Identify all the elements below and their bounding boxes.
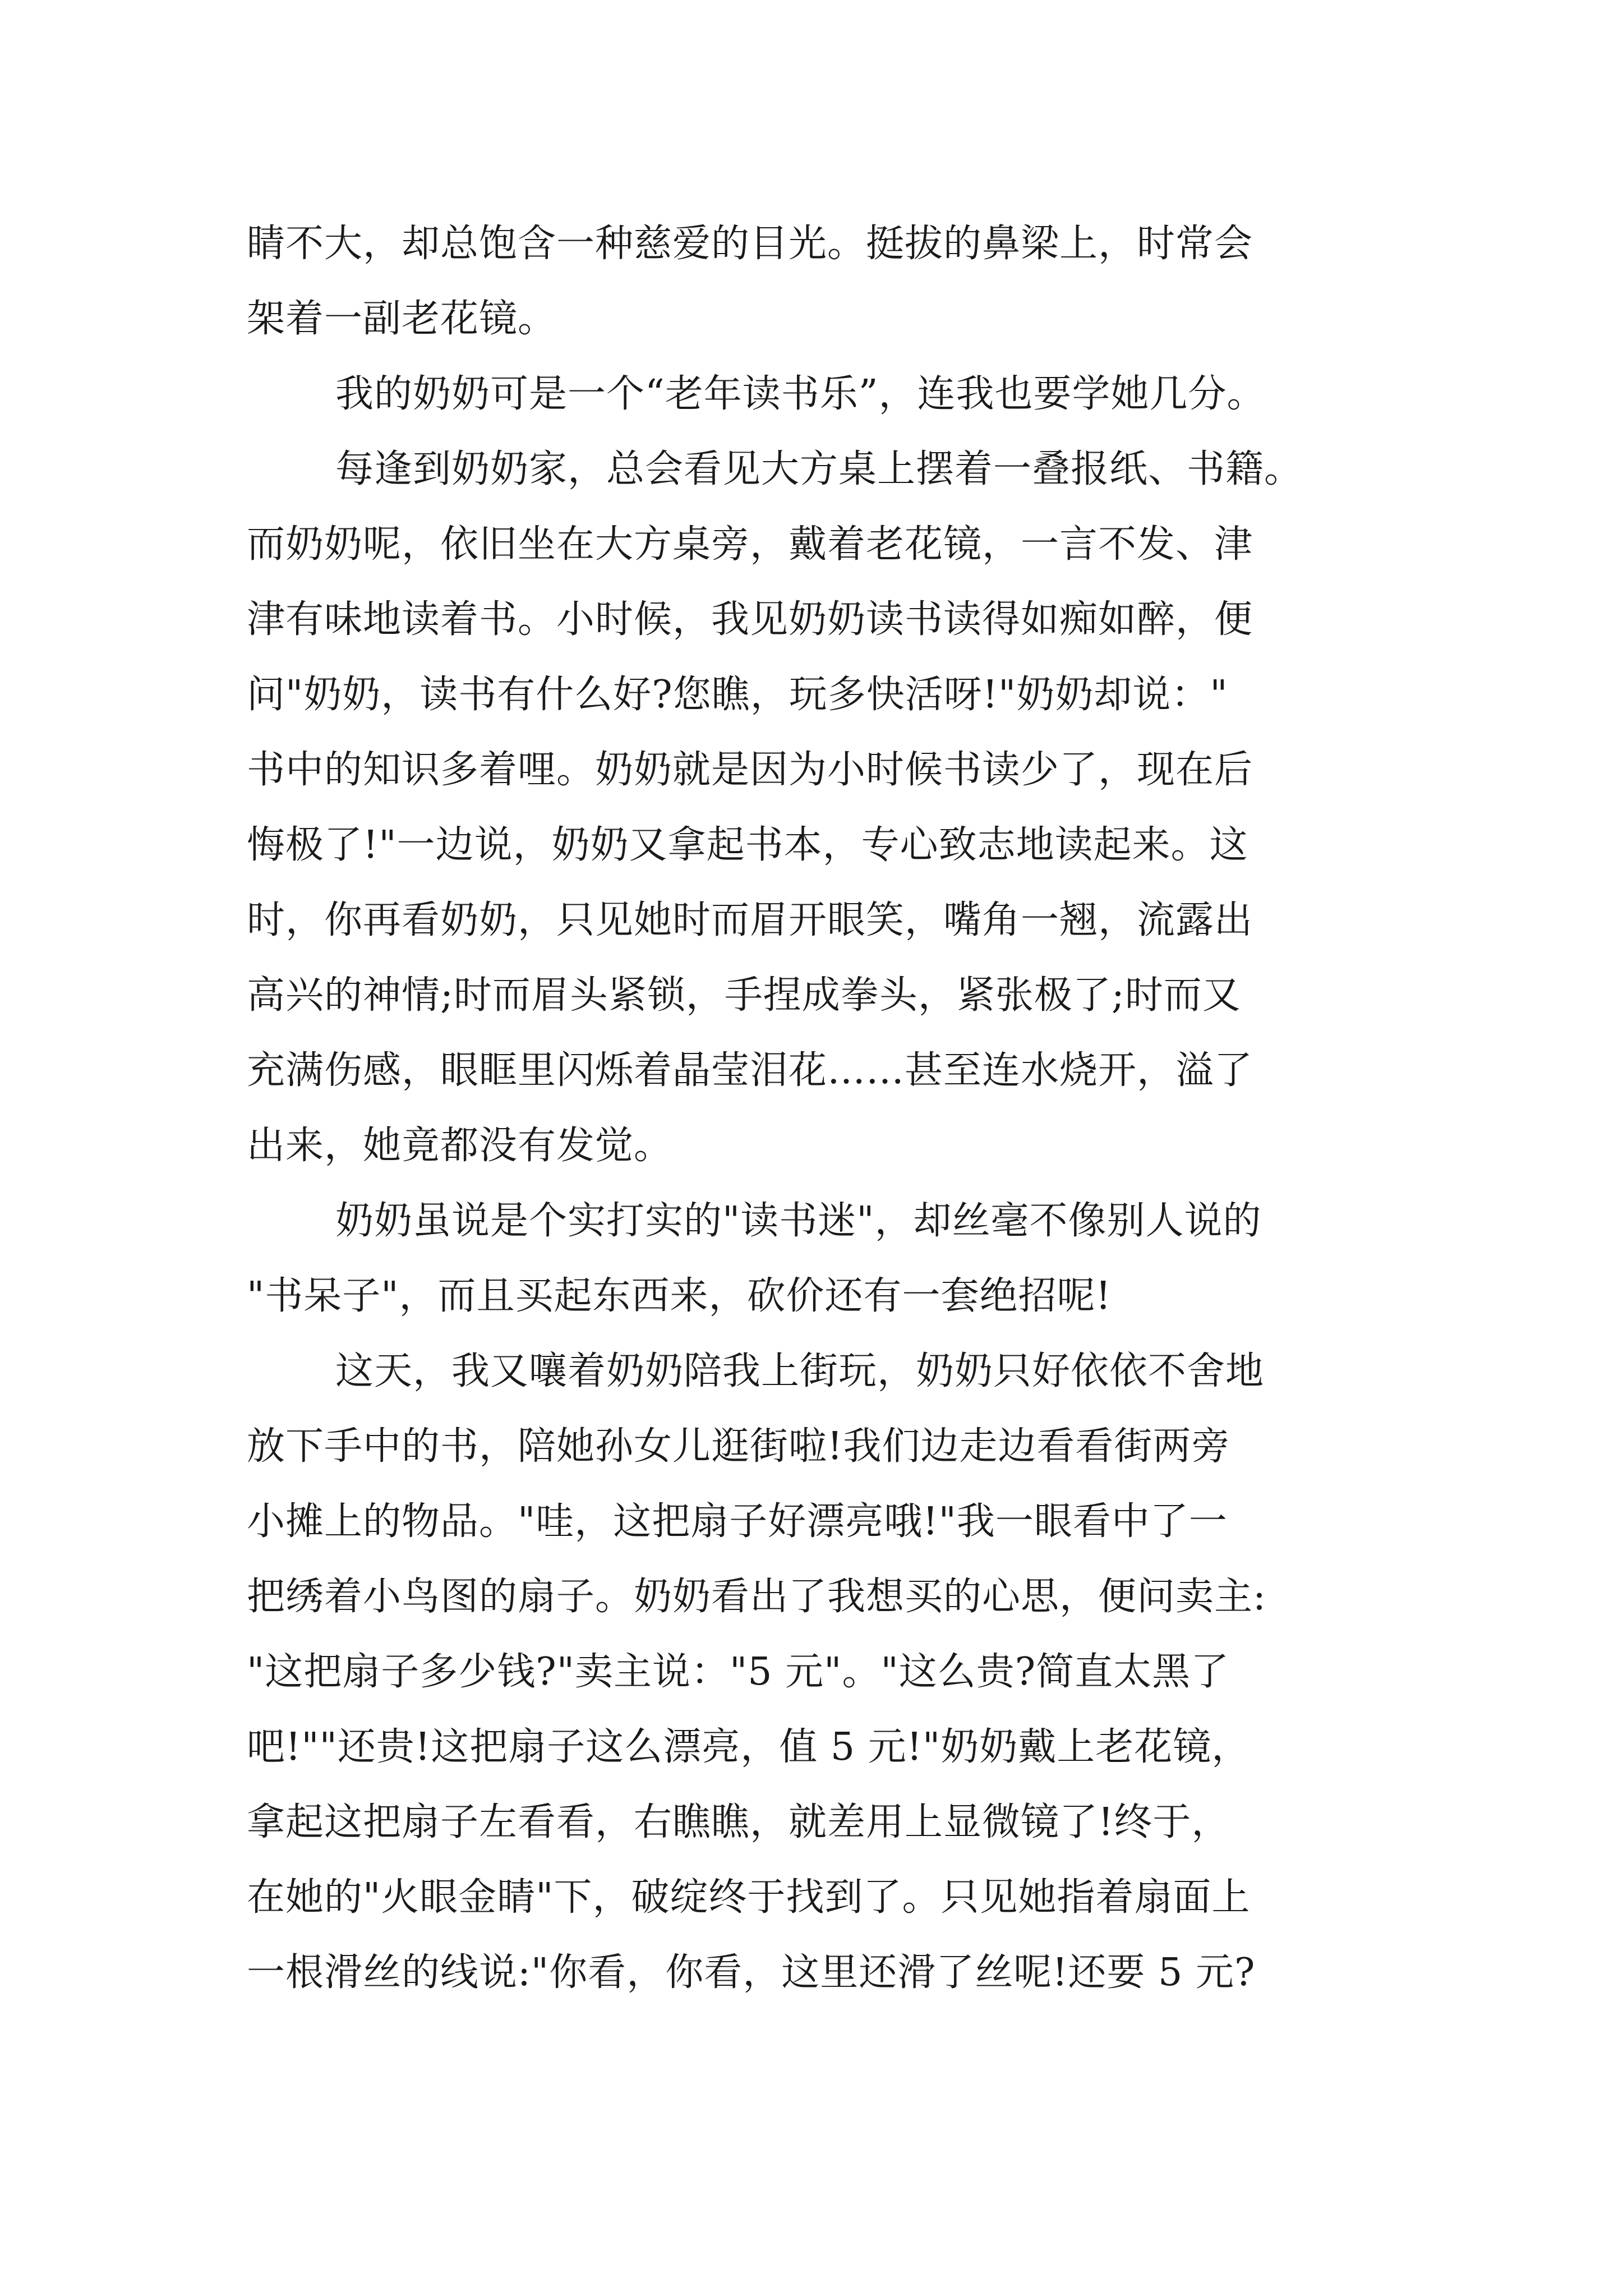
text-line: 充满伤感，眼眶里闪烁着晶莹泪花……甚至连水烧开，溢了 [247, 1048, 1253, 1093]
text-line: 书中的知识多着哩。奶奶就是因为小时候书读少了，现在后 [247, 748, 1253, 792]
body-text [247, 206, 1385, 2010]
text-line: 这天，我又嚷着奶奶陪我上街玩，奶奶只好依依不舍地 [335, 1349, 1265, 1393]
text-line: 吧!""还贵!这把扇子这么漂亮，值 5 元!"奶奶戴上老花镜， [247, 1725, 1251, 1769]
text-line: 高兴的神情;时而眉头紧锁，手捏成拳头，紧张极了;时而又 [247, 973, 1241, 1018]
text-line: "书呆子"，而且买起东西来，砍价还有一套绝招呢! [247, 1274, 1112, 1318]
text-line: 在她的"火眼金睛"下，破绽终于找到了。只见她指着扇面上 [247, 1875, 1251, 1920]
text-line: "这把扇子多少钱?"卖主说："5 元"。"这么贵?简直太黑了 [247, 1650, 1230, 1694]
text-line: 小摊上的物品。"哇，这把扇子好漂亮哦!"我一眼看中了一 [247, 1499, 1228, 1544]
text-line: 奶奶虽说是个实打实的"读书迷"，却丝毫不像别人说的 [335, 1199, 1262, 1243]
text-line: 放下手中的书，陪她孙女儿逛街啦!我们边走边看看街两旁 [247, 1424, 1230, 1469]
text-line: 拿起这把扇子左看看，右瞧瞧，就差用上显微镜了!终于， [247, 1800, 1230, 1844]
text-line: 我的奶奶可是一个“老年读书乐”，连我也要学她几分。 [335, 372, 1266, 416]
text-line: 一根滑丝的线说:"你看，你看，这里还滑了丝呢!还要 5 元? [247, 1950, 1256, 1995]
text-line: 每逢到奶奶家，总会看见大方桌上摆着一叠报纸、书籍。 [335, 447, 1303, 491]
text-line: 出来，她竟都没有发觉。 [247, 1124, 673, 1168]
text-line: 津有味地读着书。小时候，我见奶奶读书读得如痴如醉，便 [247, 597, 1253, 642]
text-line: 问"奶奶，读书有什么好?您瞧，玩多快活呀!"奶奶却说：" [247, 673, 1228, 717]
text-line: 悔极了!"一边说，奶奶又拿起书本，专心致志地读起来。这 [247, 823, 1248, 867]
text-line: 架着一副老花镜。 [247, 297, 557, 341]
text-line: 把绣着小鸟图的扇子。奶奶看出了我想买的心思，便问卖主: [247, 1575, 1266, 1619]
text-line: 睛不大，却总饱含一种慈爱的目光。挺拔的鼻梁上，时常会 [247, 222, 1253, 266]
text-line: 而奶奶呢，依旧坐在大方桌旁，戴着老花镜，一言不发、津 [247, 522, 1253, 567]
text-line: 时，你再看奶奶，只见她时而眉开眼笑，嘴角一翘，流露出 [247, 898, 1253, 942]
